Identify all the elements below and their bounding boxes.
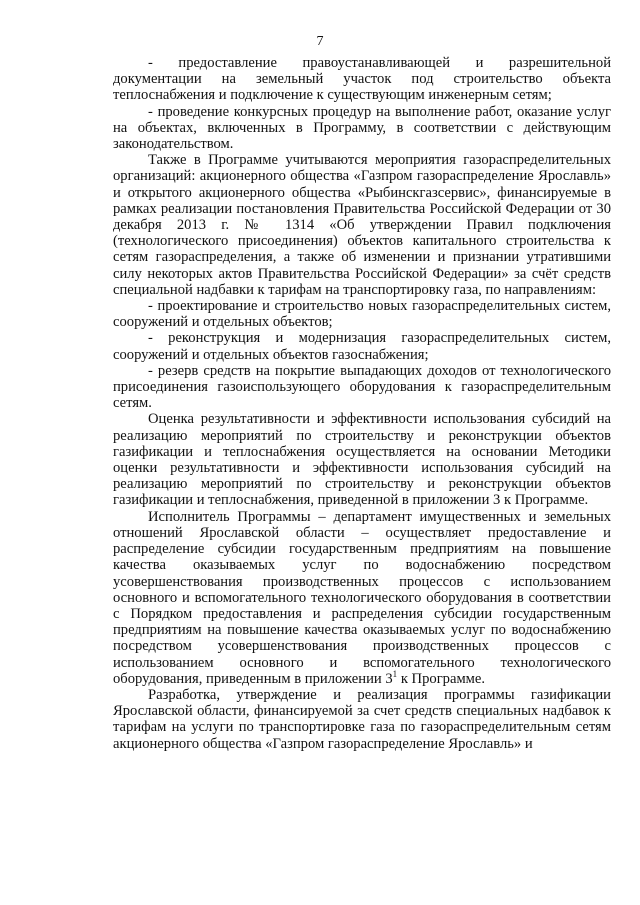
- paragraph-reserve-funds: - резерв средств на покрытие выпадающих доходов от технологического присоединения газоиспользующего оборудования к газораспределительным сетям.: [113, 362, 611, 412]
- paragraph-reconstruction-modernization: - реконструкция и модернизация газораспределительных систем, сооружений и отдельных объектов газоснабжения;: [113, 330, 611, 363]
- paragraph-effectiveness-assessment: Оценка результативности и эффективности использования субсидий на реализацию мероприятий по строительству и реконструкции объектов газификации и теплоснабжения осуществляется на основании Методики оценки результативности и эффективности использования субсидий на реализацию мероприятий по строительству и реконструкции объектов газификации и теплоснабжения, приведенной в приложении 3 к Программе.: [113, 411, 611, 509]
- paragraph-gas-distribution-measures: Также в Программе учитываются мероприятия газораспределительных организаций: акционерного общества «Газпром газораспределение Ярославль» и открытого акционерного общества «Рыбинскгазсервис», финансируемые в рамках реализации постановления Правительства Российской Федерации от 30 декабря 2013 г. № 1314 «Об утверждении Правил подключения (технологического присоединения) объектов капитального строительства к сетям газораспределения, а также об изменении и признании утратившими силу некоторых актов Правительства Российской Федерации» за счёт средств специальной надбавки к тарифам на транспортировку газа, по направлениям:: [113, 152, 611, 298]
- paragraph-gasification-program: Разработка, утверждение и реализация программы газификации Ярославской области, финансируемой за счет средств специальных надбавок к тарифам на услуги по транспортировке газа по газораспределительным сетям акционерного общества «Газпром газораспределение Ярославль» и: [113, 686, 611, 752]
- page-number: 7: [316, 34, 324, 49]
- paragraph-program-executor: [113, 509, 611, 687]
- paragraph-program-executor-text: Исполнитель Программы – департамент имущественных и земельных отношений Ярославской области – осуществляет предоставление и распределение субсидии государственным предприятиям на повышение качества оказываемых услуг по водоснабжению посредством усовершенствования производственных процессов с использованием основного и вспомогательного технологического оборудования в соответствии с Порядком предоставления и распределения субсидии государственным предприятиям на повышение качества оказываемых услуг по водоснабжению посредством усовершенствования производственных процессов с использованием основного и вспомогательного технологического оборудования, приведенным в приложении 3: [113, 508, 611, 687]
- paragraph-program-executor-tail: к Программе.: [397, 670, 486, 687]
- paragraph-design-construction: - проектирование и строительство новых газораспределительных систем, сооружений и отдельных объектов;: [113, 298, 611, 331]
- appendix-superscript: 1: [392, 668, 398, 679]
- document-body: [113, 55, 611, 752]
- paragraph-land-documentation: - предоставление правоустанавливающей и разрешительной документации на земельный участок под строительство объекта теплоснабжения и подключение к существующим инженерным сетям;: [113, 55, 611, 104]
- paragraph-tender-procedures: - проведение конкурсных процедур на выполнение работ, оказание услуг на объектах, включенных в Программу, в соответствии с действующим законодательством.: [113, 103, 611, 153]
